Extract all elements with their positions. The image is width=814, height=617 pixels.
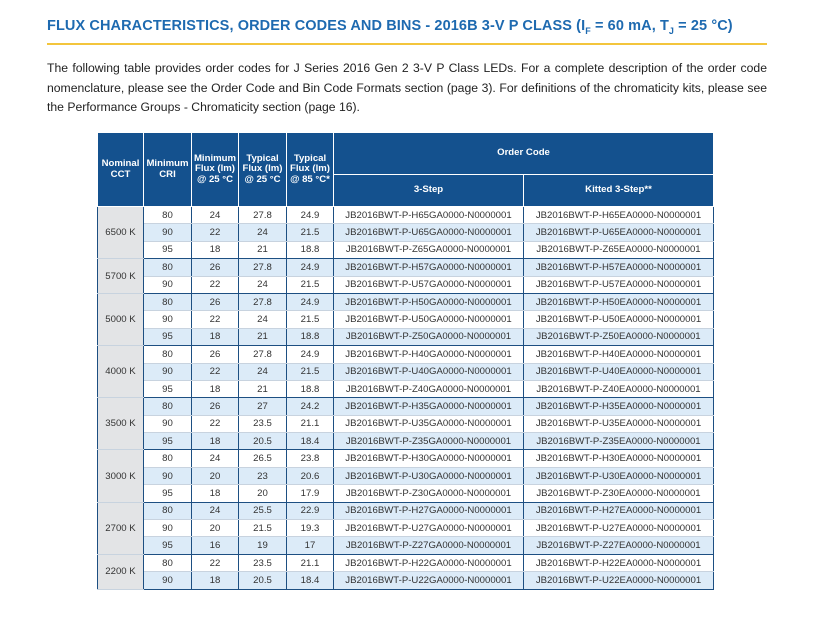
cell-nominal-cct: 6500 K bbox=[98, 207, 144, 259]
cell-order-code-kitted: JB2016BWT-P-U30EA0000-N0000001 bbox=[524, 467, 714, 484]
cell-cri: 95 bbox=[144, 380, 192, 397]
table-row bbox=[98, 433, 714, 450]
cell-typ-flux-85: 17.9 bbox=[287, 485, 334, 502]
table-row bbox=[98, 380, 714, 397]
cell-nominal-cct: 2200 K bbox=[98, 554, 144, 589]
cell-order-code-3-step: JB2016BWT-P-H22GA0000-N0000001 bbox=[334, 554, 524, 571]
cell-min-flux: 18 bbox=[192, 433, 239, 450]
cell-typ-flux-25: 27.8 bbox=[239, 259, 287, 276]
cell-order-code-kitted: JB2016BWT-P-H65EA0000-N0000001 bbox=[524, 207, 714, 224]
table-row bbox=[98, 346, 714, 363]
cell-order-code-3-step: JB2016BWT-P-Z65GA0000-N0000001 bbox=[334, 241, 524, 258]
table-row bbox=[98, 276, 714, 293]
cell-order-code-3-step: JB2016BWT-P-H65GA0000-N0000001 bbox=[334, 207, 524, 224]
cell-typ-flux-85: 18.4 bbox=[287, 572, 334, 589]
cell-min-flux: 20 bbox=[192, 467, 239, 484]
cell-order-code-kitted: JB2016BWT-P-Z65EA0000-N0000001 bbox=[524, 241, 714, 258]
cell-cri: 95 bbox=[144, 241, 192, 258]
cell-order-code-3-step: JB2016BWT-P-Z50GA0000-N0000001 bbox=[334, 328, 524, 345]
cell-typ-flux-25: 24 bbox=[239, 311, 287, 328]
cell-typ-flux-85: 21.5 bbox=[287, 224, 334, 241]
cell-order-code-3-step: JB2016BWT-P-U22GA0000-N0000001 bbox=[334, 572, 524, 589]
cell-typ-flux-85: 24.9 bbox=[287, 259, 334, 276]
cell-order-code-3-step: JB2016BWT-P-U35GA0000-N0000001 bbox=[334, 415, 524, 432]
cell-cri: 80 bbox=[144, 398, 192, 415]
table-row bbox=[98, 467, 714, 484]
header-typical-flux-85: Typical Flux (lm) @ 85 °C* bbox=[287, 133, 334, 207]
cell-order-code-kitted: JB2016BWT-P-U22EA0000-N0000001 bbox=[524, 572, 714, 589]
cell-typ-flux-85: 24.9 bbox=[287, 293, 334, 310]
cell-order-code-kitted: JB2016BWT-P-H57EA0000-N0000001 bbox=[524, 259, 714, 276]
cell-cri: 80 bbox=[144, 259, 192, 276]
cell-nominal-cct: 3000 K bbox=[98, 450, 144, 502]
cell-order-code-3-step: JB2016BWT-P-U50GA0000-N0000001 bbox=[334, 311, 524, 328]
cell-order-code-kitted: JB2016BWT-P-H22EA0000-N0000001 bbox=[524, 554, 714, 571]
cell-order-code-kitted: JB2016BWT-P-U65EA0000-N0000001 bbox=[524, 224, 714, 241]
table-row bbox=[98, 328, 714, 345]
cell-typ-flux-85: 18.8 bbox=[287, 380, 334, 397]
cell-typ-flux-85: 18.4 bbox=[287, 433, 334, 450]
cell-typ-flux-85: 18.8 bbox=[287, 241, 334, 258]
cell-typ-flux-25: 20 bbox=[239, 485, 287, 502]
intro-paragraph: The following table provides order codes for J Series 2016 Gen 2 3-V P Class LEDs. For a complete description of the order code nomenclature, please see the Order Code and Bin Code Formats section (page 3). For definitions of the chromaticity kits, please see the Performance Groups - Chromaticity section (page 16). bbox=[47, 61, 767, 114]
header-nominal-cct: Nominal CCT bbox=[98, 133, 144, 207]
cell-cri: 80 bbox=[144, 346, 192, 363]
cell-cri: 90 bbox=[144, 415, 192, 432]
header-minimum-cri: Minimum CRI bbox=[144, 133, 192, 207]
cell-typ-flux-85: 21.5 bbox=[287, 311, 334, 328]
table-row bbox=[98, 363, 714, 380]
cell-min-flux: 18 bbox=[192, 328, 239, 345]
table-row bbox=[98, 537, 714, 554]
cell-order-code-3-step: JB2016BWT-P-U30GA0000-N0000001 bbox=[334, 467, 524, 484]
table-row bbox=[98, 485, 714, 502]
cell-typ-flux-25: 26.5 bbox=[239, 450, 287, 467]
cell-typ-flux-25: 21.5 bbox=[239, 520, 287, 537]
cell-cri: 90 bbox=[144, 224, 192, 241]
header-typical-flux-25: Typical Flux (lm) @ 25 °C bbox=[239, 133, 287, 207]
cell-nominal-cct: 4000 K bbox=[98, 346, 144, 398]
cell-order-code-3-step: JB2016BWT-P-H30GA0000-N0000001 bbox=[334, 450, 524, 467]
cell-typ-flux-25: 20.5 bbox=[239, 433, 287, 450]
cell-order-code-3-step: JB2016BWT-P-U57GA0000-N0000001 bbox=[334, 276, 524, 293]
cell-order-code-3-step: JB2016BWT-P-H40GA0000-N0000001 bbox=[334, 346, 524, 363]
cell-typ-flux-85: 21.1 bbox=[287, 554, 334, 571]
cell-typ-flux-25: 20.5 bbox=[239, 572, 287, 589]
cell-order-code-kitted: JB2016BWT-P-H27EA0000-N0000001 bbox=[524, 502, 714, 519]
cell-typ-flux-85: 21.5 bbox=[287, 363, 334, 380]
cell-cri: 90 bbox=[144, 363, 192, 380]
cell-typ-flux-85: 21.5 bbox=[287, 276, 334, 293]
cell-order-code-3-step: JB2016BWT-P-U27GA0000-N0000001 bbox=[334, 520, 524, 537]
cell-typ-flux-25: 27.8 bbox=[239, 346, 287, 363]
cell-cri: 90 bbox=[144, 520, 192, 537]
cell-typ-flux-85: 17 bbox=[287, 537, 334, 554]
cell-order-code-kitted: JB2016BWT-P-H50EA0000-N0000001 bbox=[524, 293, 714, 310]
table-row bbox=[98, 554, 714, 571]
table-row bbox=[98, 241, 714, 258]
cell-typ-flux-25: 24 bbox=[239, 224, 287, 241]
cell-cri: 80 bbox=[144, 293, 192, 310]
cell-typ-flux-25: 24 bbox=[239, 276, 287, 293]
cell-nominal-cct: 2700 K bbox=[98, 502, 144, 554]
cell-order-code-3-step: JB2016BWT-P-Z40GA0000-N0000001 bbox=[334, 380, 524, 397]
cell-min-flux: 20 bbox=[192, 520, 239, 537]
cell-min-flux: 22 bbox=[192, 276, 239, 293]
cell-min-flux: 24 bbox=[192, 207, 239, 224]
cell-min-flux: 18 bbox=[192, 241, 239, 258]
flux-order-code-table bbox=[97, 132, 714, 590]
cell-order-code-kitted: JB2016BWT-P-U50EA0000-N0000001 bbox=[524, 311, 714, 328]
cell-cri: 80 bbox=[144, 207, 192, 224]
table-row bbox=[98, 502, 714, 519]
cell-typ-flux-85: 23.8 bbox=[287, 450, 334, 467]
table-row bbox=[98, 259, 714, 276]
cell-min-flux: 26 bbox=[192, 398, 239, 415]
cell-order-code-3-step: JB2016BWT-P-H35GA0000-N0000001 bbox=[334, 398, 524, 415]
cell-order-code-3-step: JB2016BWT-P-Z35GA0000-N0000001 bbox=[334, 433, 524, 450]
table-row bbox=[98, 572, 714, 589]
cell-typ-flux-25: 23.5 bbox=[239, 554, 287, 571]
header-minimum-flux: Minimum Flux (lm) @ 25 °C bbox=[192, 133, 239, 207]
cell-typ-flux-25: 27.8 bbox=[239, 293, 287, 310]
cell-typ-flux-85: 22.9 bbox=[287, 502, 334, 519]
cell-typ-flux-25: 21 bbox=[239, 380, 287, 397]
cell-order-code-3-step: JB2016BWT-P-U65GA0000-N0000001 bbox=[334, 224, 524, 241]
cell-order-code-kitted: JB2016BWT-P-Z30EA0000-N0000001 bbox=[524, 485, 714, 502]
cell-typ-flux-25: 21 bbox=[239, 241, 287, 258]
header-3-step: 3-Step bbox=[334, 175, 524, 207]
table-row bbox=[98, 224, 714, 241]
cell-cri: 90 bbox=[144, 572, 192, 589]
cell-cri: 90 bbox=[144, 467, 192, 484]
cell-typ-flux-85: 19.3 bbox=[287, 520, 334, 537]
cell-min-flux: 22 bbox=[192, 224, 239, 241]
cell-order-code-kitted: JB2016BWT-P-U27EA0000-N0000001 bbox=[524, 520, 714, 537]
table-row bbox=[98, 293, 714, 310]
cell-order-code-kitted: JB2016BWT-P-U40EA0000-N0000001 bbox=[524, 363, 714, 380]
cell-min-flux: 22 bbox=[192, 554, 239, 571]
cell-order-code-3-step: JB2016BWT-P-Z27GA0000-N0000001 bbox=[334, 537, 524, 554]
cell-order-code-kitted: JB2016BWT-P-H30EA0000-N0000001 bbox=[524, 450, 714, 467]
cell-typ-flux-25: 27.8 bbox=[239, 207, 287, 224]
cell-order-code-kitted: JB2016BWT-P-H40EA0000-N0000001 bbox=[524, 346, 714, 363]
cell-typ-flux-85: 21.1 bbox=[287, 415, 334, 432]
title-underline bbox=[47, 43, 767, 45]
cell-order-code-kitted: JB2016BWT-P-H35EA0000-N0000001 bbox=[524, 398, 714, 415]
cell-order-code-3-step: JB2016BWT-P-Z30GA0000-N0000001 bbox=[334, 485, 524, 502]
header-kitted-3-step: Kitted 3-Step** bbox=[524, 175, 714, 207]
cell-order-code-kitted: JB2016BWT-P-Z50EA0000-N0000001 bbox=[524, 328, 714, 345]
cell-nominal-cct: 3500 K bbox=[98, 398, 144, 450]
cell-order-code-3-step: JB2016BWT-P-H50GA0000-N0000001 bbox=[334, 293, 524, 310]
cell-typ-flux-25: 25.5 bbox=[239, 502, 287, 519]
table-row bbox=[98, 415, 714, 432]
cell-typ-flux-25: 24 bbox=[239, 363, 287, 380]
cell-min-flux: 22 bbox=[192, 363, 239, 380]
section-title: FLUX CHARACTERISTICS, ORDER CODES AND BINS - 2016B 3-V P CLASS ($I_F = 60$ mA, $T_J = 25$ °C) bbox=[47, 18, 733, 36]
header-order-code: Order Code bbox=[334, 133, 714, 175]
cell-order-code-3-step: JB2016BWT-P-H57GA0000-N0000001 bbox=[334, 259, 524, 276]
cell-cri: 95 bbox=[144, 433, 192, 450]
table-row bbox=[98, 311, 714, 328]
cell-typ-flux-85: 18.8 bbox=[287, 328, 334, 345]
cell-cri: 80 bbox=[144, 502, 192, 519]
cell-min-flux: 22 bbox=[192, 311, 239, 328]
cell-nominal-cct: 5000 K bbox=[98, 293, 144, 345]
table-row bbox=[98, 450, 714, 467]
cell-typ-flux-25: 27 bbox=[239, 398, 287, 415]
cell-nominal-cct: 5700 K bbox=[98, 259, 144, 294]
cell-min-flux: 16 bbox=[192, 537, 239, 554]
cell-min-flux: 18 bbox=[192, 485, 239, 502]
cell-order-code-3-step: JB2016BWT-P-U40GA0000-N0000001 bbox=[334, 363, 524, 380]
cell-cri: 95 bbox=[144, 537, 192, 554]
table-row bbox=[98, 520, 714, 537]
table-row bbox=[98, 398, 714, 415]
cell-min-flux: 18 bbox=[192, 572, 239, 589]
cell-cri: 95 bbox=[144, 485, 192, 502]
cell-typ-flux-25: 21 bbox=[239, 328, 287, 345]
cell-cri: 95 bbox=[144, 328, 192, 345]
cell-typ-flux-85: 24.9 bbox=[287, 346, 334, 363]
cell-typ-flux-85: 24.9 bbox=[287, 207, 334, 224]
cell-order-code-kitted: JB2016BWT-P-Z35EA0000-N0000001 bbox=[524, 433, 714, 450]
cell-order-code-kitted: JB2016BWT-P-Z40EA0000-N0000001 bbox=[524, 380, 714, 397]
cell-min-flux: 22 bbox=[192, 415, 239, 432]
table-row bbox=[98, 207, 714, 224]
cell-typ-flux-85: 24.2 bbox=[287, 398, 334, 415]
cell-min-flux: 26 bbox=[192, 346, 239, 363]
cell-order-code-3-step: JB2016BWT-P-H27GA0000-N0000001 bbox=[334, 502, 524, 519]
cell-typ-flux-25: 23 bbox=[239, 467, 287, 484]
cell-typ-flux-85: 20.6 bbox=[287, 467, 334, 484]
cell-min-flux: 24 bbox=[192, 450, 239, 467]
cell-cri: 90 bbox=[144, 276, 192, 293]
cell-min-flux: 24 bbox=[192, 502, 239, 519]
cell-cri: 80 bbox=[144, 554, 192, 571]
cell-min-flux: 26 bbox=[192, 259, 239, 276]
cell-cri: 90 bbox=[144, 311, 192, 328]
cell-cri: 80 bbox=[144, 450, 192, 467]
cell-min-flux: 18 bbox=[192, 380, 239, 397]
cell-min-flux: 26 bbox=[192, 293, 239, 310]
cell-order-code-kitted: JB2016BWT-P-Z27EA0000-N0000001 bbox=[524, 537, 714, 554]
cell-order-code-kitted: JB2016BWT-P-U57EA0000-N0000001 bbox=[524, 276, 714, 293]
cell-typ-flux-25: 19 bbox=[239, 537, 287, 554]
cell-order-code-kitted: JB2016BWT-P-U35EA0000-N0000001 bbox=[524, 415, 714, 432]
cell-typ-flux-25: 23.5 bbox=[239, 415, 287, 432]
